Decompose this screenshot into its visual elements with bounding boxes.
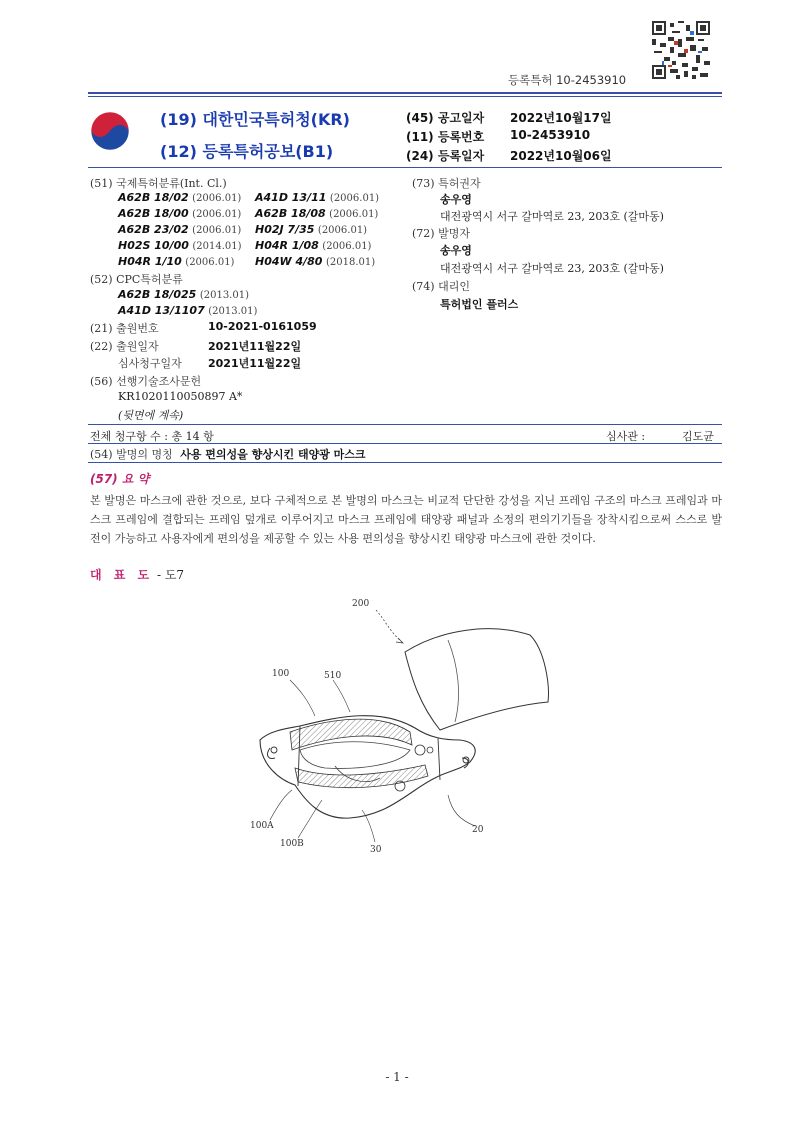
figure-label: 200 [352,599,370,609]
continued-note: (뒷면에 계속) [118,409,184,422]
cpc-entry: A41D 13/1107 (2013.01) [118,304,258,317]
claims-rule-top [88,424,722,425]
figure-label: 100B [280,839,304,849]
application-no: 10-2021-0161059 [208,320,317,333]
registration-date-label: (24) 등록일자 [406,149,485,163]
ipc-entry: A62B 18/02 (2006.01) [118,191,242,204]
agent-name: 특허법인 플러스 [440,298,519,311]
application-no-label: (21) 출원번호 [90,322,159,335]
representative-figure-row [90,566,184,583]
figure-label: 510 [324,671,342,681]
figure-label: 30 [370,845,382,855]
ipc-entry: A41D 13/11 (2006.01) [255,191,380,204]
registration-no-label: (11) 등록번호 [406,130,485,144]
qr-code-icon [652,20,710,80]
header-rule-top-thin [88,96,722,97]
prior-art-label: (56) 선행기술조사문헌 [90,375,202,388]
invention-title-label: (54) 발명의 명칭 [90,448,173,461]
ipc-entry: A62B 23/02 (2006.01) [118,223,242,236]
registration-date: 2022년10월06일 [510,149,612,163]
representative-label: 대 표 도 [90,568,154,582]
office-title: (19) 대한민국특허청(KR) [160,110,350,129]
invention-title: 사용 편의성을 향상시킨 태양광 마스크 [180,448,366,461]
abstract-text: 본 발명은 마스크에 관한 것으로, 보다 구체적으로 본 발명의 마스크는 비교적 단단한 강성을 지닌 프레임 구조의 마스크 프레임과 마스크 프레임에 결합되는 프레임 덮개로 이루어지고 마스크 프레임에 태양광 패널과 소정의 편의기기들을 장착시킴으로써 스스로 발전이 가능하고 사용자에게 편의성을 제공할 수 있는 사용 편의성을 향상시킨 태양광 마스크에 관한 것이다. [90,494,722,545]
publication-date-label: (45) 공고일자 [406,111,485,125]
registration-date-row [406,147,612,164]
representative-value: - 도7 [156,568,185,582]
figure-label: 20 [472,825,484,835]
examiner-name: 김도균 [682,430,714,443]
header-rule-top [88,92,722,94]
application-date-label: (22) 출원일자 [90,340,159,353]
total-claims: 전체 청구항 수 : 총 14 항 [90,430,214,443]
figure-label: 100A [250,821,274,831]
owner-name: 송우영 [440,193,472,206]
ipc-entry: H02S 10/00 (2014.01) [118,239,242,252]
registration-no-row [406,128,591,145]
owner-label: (73) 특허권자 [412,177,481,190]
ipc-label: (51) 국제특허분류(Int. Cl.) [90,177,227,190]
cpc-entry: A62B 18/025 (2013.01) [118,288,249,301]
publication-date-row [406,109,612,126]
ipc-entry: A62B 18/08 (2006.01) [255,207,379,220]
publication-type: (12) 등록특허공보(B1) [160,142,334,161]
registration-no: 10-2453910 [510,128,591,142]
claims-rule-bottom [88,443,722,444]
abstract-heading: (57) 요 약 [90,472,150,486]
publication-date: 2022년10월17일 [510,111,612,125]
ipc-entry: H02J 7/35 (2006.01) [255,223,368,236]
ipc-entry: H04R 1/10 (2006.01) [118,255,235,268]
inventor-label: (72) 발명자 [412,227,470,240]
title-rule-bottom [88,462,722,463]
kipo-logo-icon [90,111,130,151]
registration-number: 등록특허 10-2453910 [508,73,627,87]
ipc-entry: A62B 18/00 (2006.01) [118,207,242,220]
owner-address: 대전광역시 서구 갈마역로 23, 203호 (갈마동) [440,210,664,223]
header-rule-bottom [88,167,722,168]
exam-request-label: 심사청구일자 [118,357,182,370]
ipc-entry: H04W 4/80 (2018.01) [255,255,376,268]
inventor-address: 대전광역시 서구 갈마역로 23, 203호 (갈마동) [440,262,664,275]
application-date: 2021년11월22일 [208,340,302,353]
agent-label: (74) 대리인 [412,280,470,293]
exam-request-date: 2021년11월22일 [208,357,302,370]
figure-label: 100 [272,669,290,679]
mask-drawing [230,590,570,860]
cpc-label: (52) CPC특허분류 [90,273,183,286]
inventor-name: 송우영 [440,244,472,257]
examiner-label: 심사관 : [606,430,646,443]
prior-art-doc: KR1020110050897 A* [118,390,243,403]
page-number: - 1 - [385,1070,409,1084]
invention-title-row [90,446,366,462]
ipc-entry: H04R 1/08 (2006.01) [255,239,372,252]
